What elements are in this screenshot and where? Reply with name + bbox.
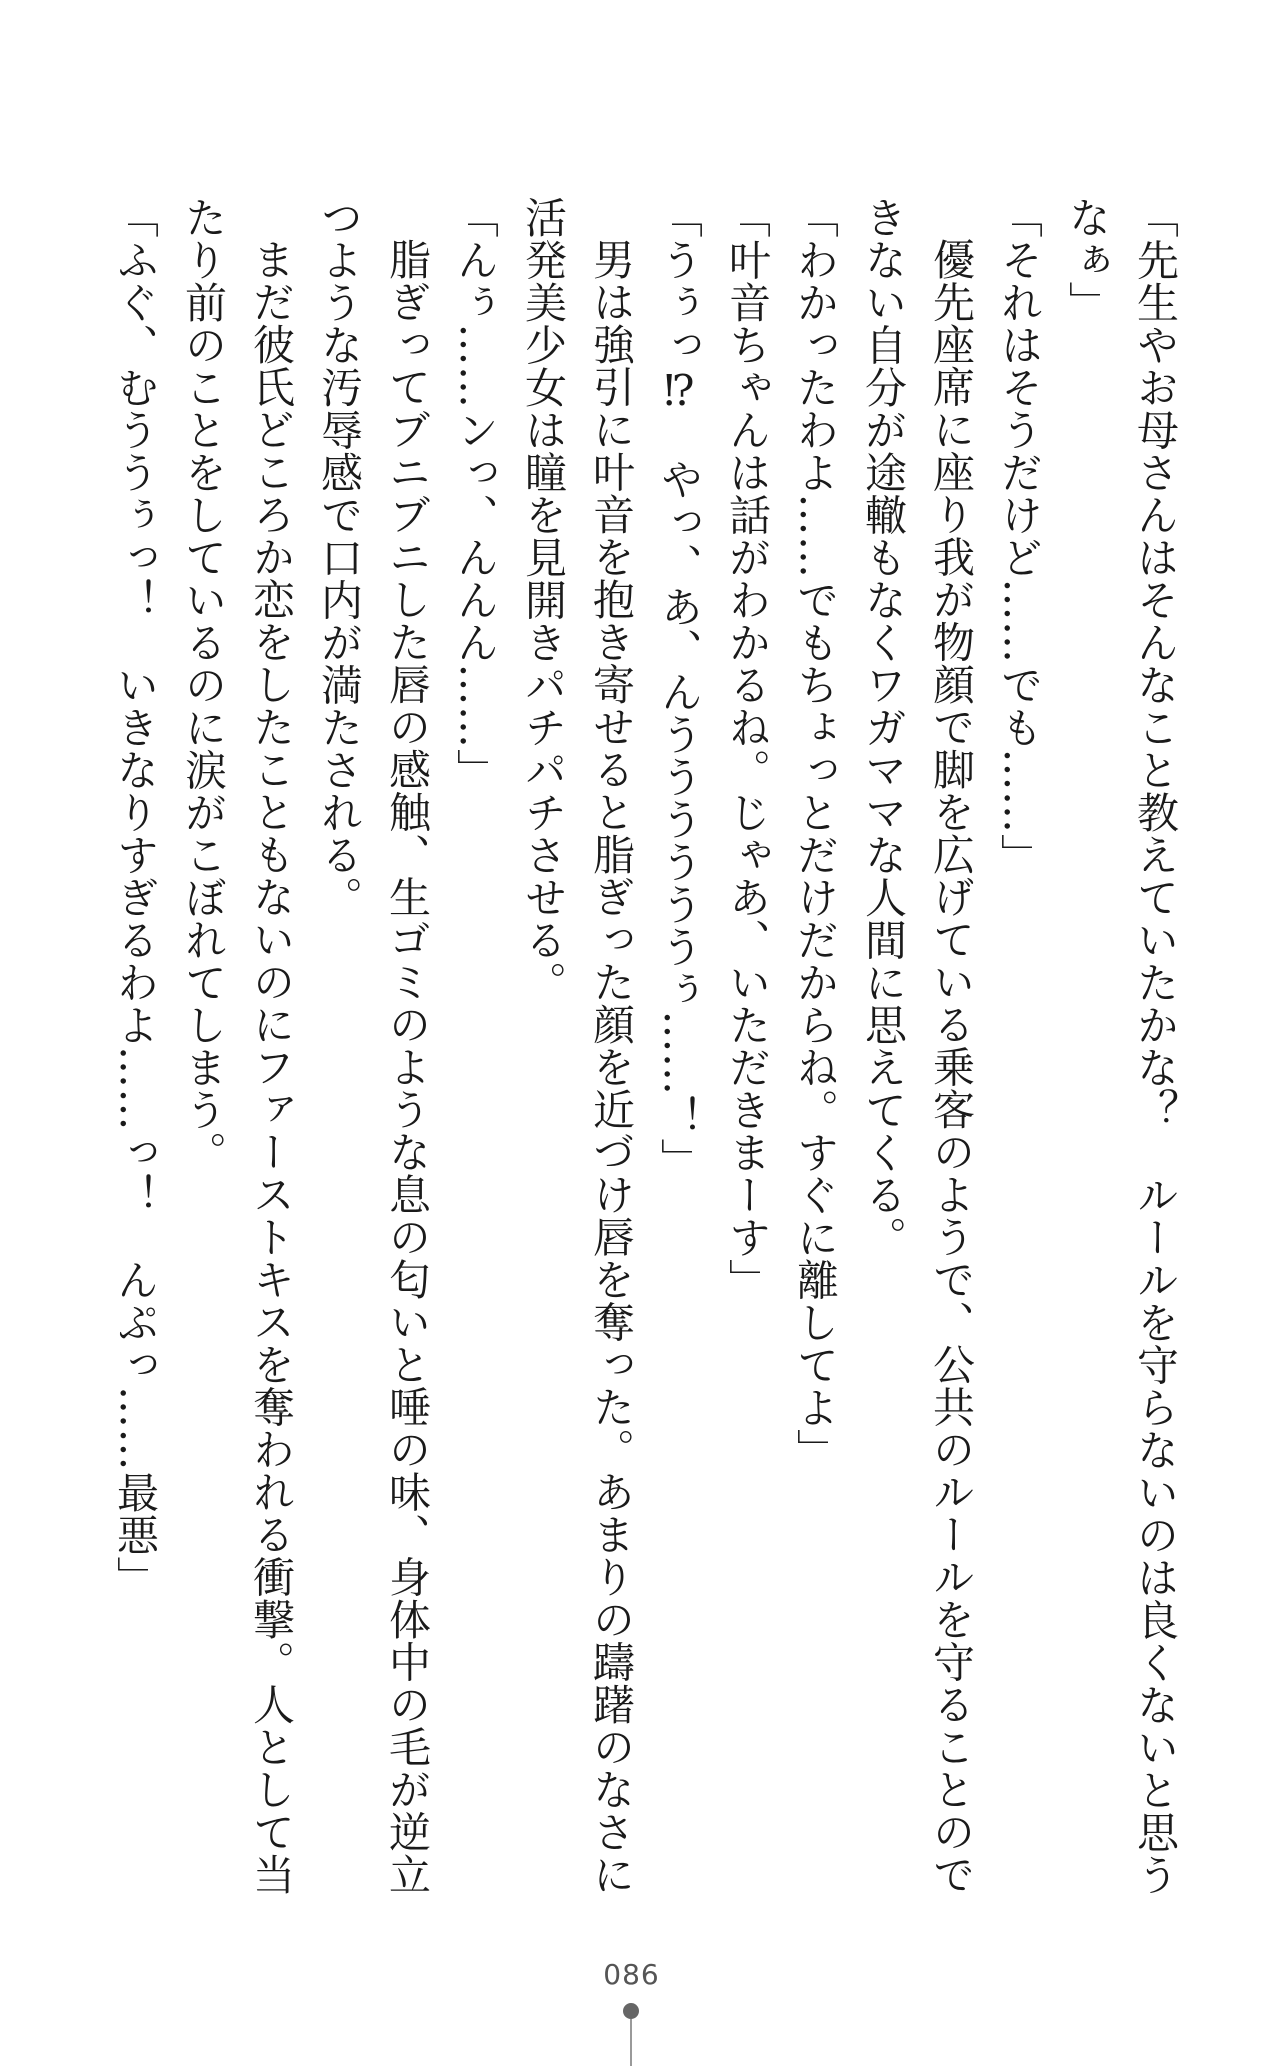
text-line: 男は強引に叶音を抱き寄せると脂ぎった顔を近づけ唇を奪った。あまりの躊躇のなさに [587, 238, 636, 1896]
text-line: 「うぅっ⁉ やっ、あ、んううううううぅ……！」 [655, 196, 704, 1181]
text-line: 「それはそうだけど……でも……」 [995, 196, 1044, 876]
text-line: 脂ぎってブニブニした唇の感触、生ゴミのような息の匂いと唾の味、身体中の毛が逆立 [383, 238, 432, 1896]
text-line: 「ふぐ、むううぅっ！ いきなりすぎるわよ……っ！ んぷっ……最悪」 [111, 196, 160, 1599]
text-line: きない自分が途轍もなくワガママな人間に思えてくる。 [859, 196, 908, 1259]
text-line: 「叶音ちゃんは話がわかるね。じゃあ、いただきまーす」 [723, 196, 772, 1301]
text-line: たり前のことをしているのに涙がこぼれてしまう。 [179, 196, 228, 1174]
page-marker-line [630, 2019, 632, 2066]
text-line: なぁ」 [1063, 196, 1112, 324]
text-line: 「わかったわよ……でもちょっとだけだからね。すぐに離してよ」 [791, 196, 840, 1471]
text-line: つような汚辱感で口内が満たされる。 [315, 196, 364, 919]
text-line: 活発美少女は瞳を見開きパチパチさせる。 [519, 196, 568, 1004]
text-line: 優先座席に座り我が物顔で脚を広げている乗客のようで、公共のルールを守ることので [927, 238, 976, 1896]
vertical-text-body [79, 196, 1189, 1896]
page-number: 086 [603, 1958, 660, 1991]
page-marker-dot [623, 2003, 639, 2019]
text-line: 「先生やお母さんはそんなこと教えていたかな？ ルールを守らないのは良くないと思う [1131, 196, 1180, 1896]
text-line: 「んぅ……ンっ、んんん……」 [451, 196, 500, 791]
text-line: まだ彼氏どころか恋をしたこともないのにファーストキスを奪われる衝撃。人として当 [247, 238, 296, 1896]
